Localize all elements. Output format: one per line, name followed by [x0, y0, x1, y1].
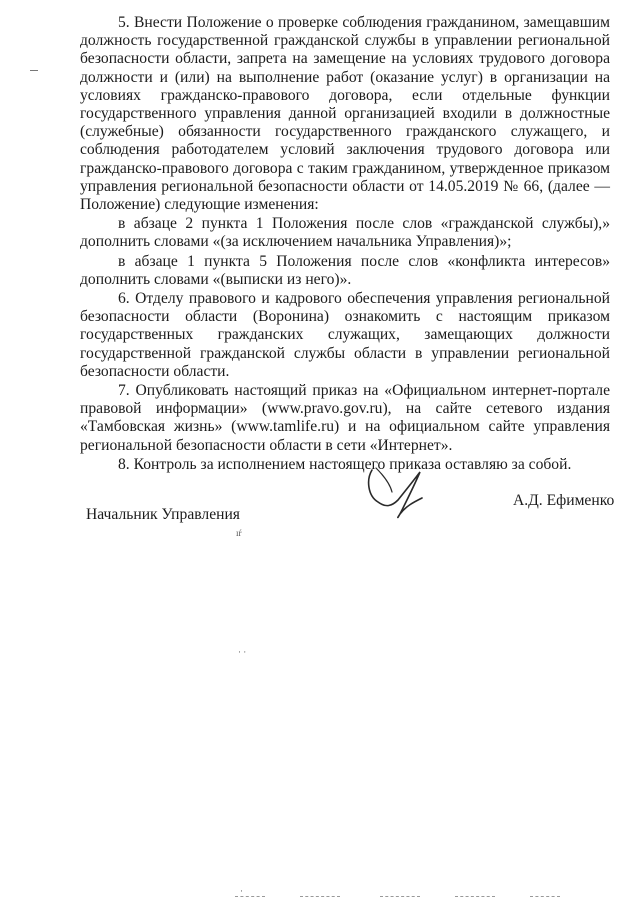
signatory-name: А.Д. Ефименко	[513, 492, 615, 509]
scan-line	[300, 896, 340, 899]
paragraph-6: 6. Отделу правового и кадрового обеспечения управления региональной безопасности области (Воронина) ознакомить с настоящим приказом государственных гражданских служащих, замещающих должности государственной гражданской службы области в управлении региональной безопасности области.	[80, 290, 610, 380]
paragraph-7: 7. Опубликовать настоящий приказ на «Официальном интернет-портале правовой информации» (www.pravo.gov.ru), на сайте сетевого издания «Тамбовская жизнь» (www.tamlife.ru) и на официальном сайте управления региональной безопасности области в сети «Интернет».	[80, 382, 610, 454]
scan-line	[455, 896, 495, 899]
scan-speck: · ·	[238, 647, 247, 657]
scan-line	[235, 896, 265, 899]
paragraph-5: 5. Внести Положение о проверке соблюдения гражданином, замещавшим должность государственной гражданской службы в управлении региональной безопасности области, запрета на замещение на условиях трудового договора должности и (или) на выполнение работ (оказание услуг) в организации на условиях гражданско-правового договора, если отдельные функции государственного управления данной организацией входили в должностные (служебные) обязанности государственного гражданского служащего, и соблюдения работодателем условий заключения трудового договора или гражданско-правового договора с таким гражданином, утвержденное приказом управления региональной безопасности области от 14.05.2019 № 66, (далее — Положение) следующие изменения:	[80, 14, 610, 214]
scan-speck: ıŕ	[236, 528, 242, 538]
scan-speck: ·	[240, 886, 243, 896]
scan-mark	[30, 70, 38, 71]
paragraph-8: 8. Контроль за исполнением настоящего приказа оставляю за собой.	[118, 455, 572, 473]
document-body	[80, 14, 610, 475]
signatory-title: Начальник Управления	[86, 506, 240, 523]
paragraph-5-change-1: в абзаце 2 пункта 1 Положения после слов «гражданской службы),» дополнить словами «(за исключением начальника Управления)»;	[80, 215, 610, 251]
scan-line	[530, 896, 560, 899]
paragraph-5-change-2: в абзаце 1 пункта 5 Положения после слов «конфликта интересов» дополнить словами «(выписки из него)».	[80, 252, 610, 288]
scan-line	[380, 896, 420, 899]
